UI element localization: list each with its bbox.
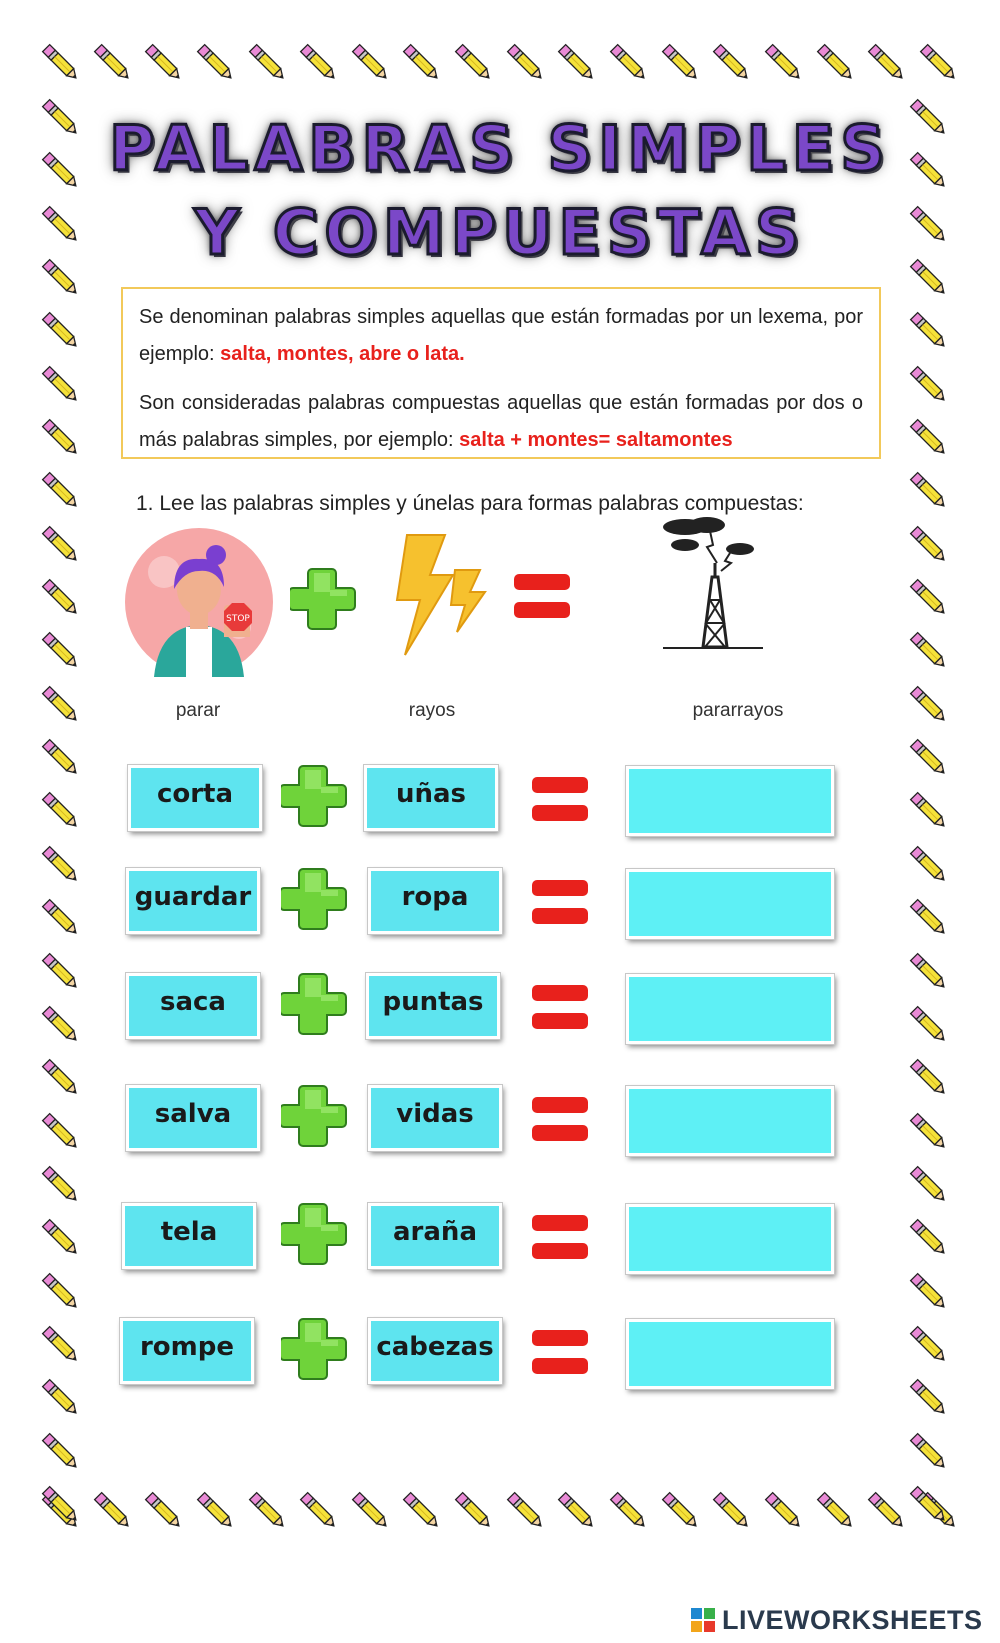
pencil-icon: [451, 1488, 497, 1534]
pencil-icon: [906, 949, 952, 995]
pencil-icon: [554, 1488, 600, 1534]
pencil-icon: [906, 1162, 952, 1208]
pencil-icon: [193, 1488, 239, 1534]
pencil-icon: [38, 1002, 84, 1048]
pencil-icon: [451, 40, 497, 86]
pencil-icon: [399, 40, 445, 86]
example-word2-label: rayos: [408, 700, 456, 721]
instruction-text: 1. Lee las palabras simples y únelas para formas palabras compuestas:: [136, 492, 804, 515]
pencil-icon: [658, 1488, 704, 1534]
pencil-icon: [906, 1269, 952, 1315]
pencil-icon: [906, 1109, 952, 1155]
pencil-icon: [38, 788, 84, 834]
compound-definition: Son consideradas palabras compuestas aquellas que están formadas por dos o más palabras simples, por ejemplo: salta + montes= saltamontes: [139, 392, 863, 451]
pencil-icon: [38, 1322, 84, 1368]
pencil-icon: [38, 362, 84, 408]
first-word-box: tela: [122, 1203, 256, 1269]
pencil-icon: [906, 842, 952, 888]
pencil-icon: [38, 1162, 84, 1208]
pencil-icon: [38, 1109, 84, 1155]
answer-input[interactable]: [626, 766, 834, 836]
pencil-icon: [709, 40, 755, 86]
second-word-box: araña: [368, 1203, 502, 1269]
equals-icon: [530, 1211, 590, 1263]
pencil-icon: [38, 895, 84, 941]
pencil-icon: [906, 415, 952, 461]
answer-input[interactable]: [626, 974, 834, 1044]
page-title-line2: Y COMPUESTAS: [194, 196, 806, 269]
first-word-box: saca: [126, 973, 260, 1039]
second-word-box: vidas: [368, 1085, 502, 1151]
pencil-icon: [606, 1488, 652, 1534]
pencil-icon: [38, 735, 84, 781]
pencil-icon: [90, 1488, 136, 1534]
pencil-icon: [38, 949, 84, 995]
equals-icon: [530, 773, 590, 825]
plus-icon: [281, 763, 347, 829]
pencil-icon: [906, 1322, 952, 1368]
pencil-icon: [906, 1429, 952, 1475]
plus-icon: [290, 566, 356, 632]
pencil-icon: [813, 40, 859, 86]
pencil-icon: [38, 522, 84, 568]
second-word-box: ropa: [368, 868, 502, 934]
definition-box: [121, 287, 881, 459]
pencil-icon: [906, 1375, 952, 1421]
pencil-border-left: [38, 95, 88, 1528]
pencil-icon: [38, 1055, 84, 1101]
pencil-icon: [906, 1002, 952, 1048]
pencil-icon: [38, 468, 84, 514]
second-word-box: puntas: [366, 973, 500, 1039]
plus-icon: [281, 866, 347, 932]
pencil-border-bottom: [38, 1488, 962, 1538]
pencil-icon: [38, 1375, 84, 1421]
first-word-box: salva: [126, 1085, 260, 1151]
answer-input[interactable]: [626, 1319, 834, 1389]
pencil-icon: [906, 1215, 952, 1261]
pencil-icon: [864, 1488, 910, 1534]
equals-icon: [530, 1326, 590, 1378]
example-result-label: pararrayos: [692, 700, 784, 721]
svg-text:STOP: STOP: [226, 614, 250, 624]
equals-icon: [512, 570, 572, 622]
equals-icon: [530, 981, 590, 1033]
second-word-box: uñas: [364, 765, 498, 831]
pencil-icon: [761, 40, 807, 86]
first-word-box: rompe: [120, 1318, 254, 1384]
pencil-icon: [38, 40, 84, 86]
page-title-line1: PALABRAS SIMPLES: [109, 112, 891, 185]
second-word-box: cabezas: [368, 1318, 502, 1384]
pencil-icon: [906, 628, 952, 674]
equals-icon: [530, 1093, 590, 1145]
liveworksheets-brand: LIVEWORKSHEETS: [722, 1604, 983, 1635]
pencil-icon: [906, 682, 952, 728]
pencil-border-top: [38, 40, 962, 90]
first-word-box: corta: [128, 765, 262, 831]
plus-icon: [281, 971, 347, 1037]
first-word-box: guardar: [126, 868, 260, 934]
pencil-icon: [606, 40, 652, 86]
pencil-icon: [38, 575, 84, 621]
pencil-icon: [906, 895, 952, 941]
lightning-rod-tower-image: [655, 515, 765, 655]
example-word1-label: parar: [175, 700, 221, 721]
liveworksheets-icon: [690, 1607, 716, 1633]
pencil-icon: [761, 1488, 807, 1534]
plus-icon: [281, 1201, 347, 1267]
equals-icon: [530, 876, 590, 928]
pencil-icon: [709, 1488, 755, 1534]
pencil-icon: [906, 735, 952, 781]
pencil-icon: [864, 40, 910, 86]
pencil-icon: [38, 1215, 84, 1261]
pencil-icon: [906, 468, 952, 514]
pencil-icon: [906, 522, 952, 568]
pencil-icon: [38, 1429, 84, 1475]
pencil-icon: [296, 40, 342, 86]
pencil-icon: [296, 1488, 342, 1534]
pencil-icon: [38, 842, 84, 888]
pencil-icon: [906, 1482, 952, 1528]
pencil-icon: [141, 40, 187, 86]
compound-example: salta + montes= saltamontes: [459, 429, 733, 451]
simple-examples: salta, montes, abre o lata.: [220, 343, 465, 365]
pencil-icon: [90, 40, 136, 86]
pencil-icon: [813, 1488, 859, 1534]
pencil-icon: [38, 308, 84, 354]
pencil-icon: [245, 1488, 291, 1534]
answer-input[interactable]: [626, 1086, 834, 1156]
answer-input[interactable]: [626, 1204, 834, 1274]
pencil-icon: [658, 40, 704, 86]
pencil-icon: [193, 40, 239, 86]
simple-definition: Se denominan palabras simples aquellas que están formadas por un lexema, por ejemplo: salta, montes, abre o lata.: [139, 306, 863, 365]
pencil-icon: [38, 1269, 84, 1315]
plus-icon: [281, 1316, 347, 1382]
pencil-icon: [348, 40, 394, 86]
pencil-icon: [38, 1482, 84, 1528]
pencil-icon: [503, 40, 549, 86]
pencil-icon: [38, 415, 84, 461]
pencil-icon: [906, 362, 952, 408]
pencil-icon: [916, 40, 962, 86]
pencil-icon: [554, 40, 600, 86]
pencil-icon: [906, 1055, 952, 1101]
lightning-image: [385, 530, 495, 660]
pencil-icon: [399, 1488, 445, 1534]
pencil-border-right: [906, 95, 956, 1528]
answer-input[interactable]: [626, 869, 834, 939]
pencil-icon: [348, 1488, 394, 1534]
pencil-icon: [906, 308, 952, 354]
pencil-icon: [38, 628, 84, 674]
stop-girl-image: [124, 527, 274, 677]
pencil-icon: [141, 1488, 187, 1534]
pencil-icon: [38, 682, 84, 728]
liveworksheets-logo: [690, 1600, 983, 1640]
pencil-icon: [245, 40, 291, 86]
pencil-icon: [906, 575, 952, 621]
pencil-icon: [906, 788, 952, 834]
plus-icon: [281, 1083, 347, 1149]
pencil-icon: [503, 1488, 549, 1534]
